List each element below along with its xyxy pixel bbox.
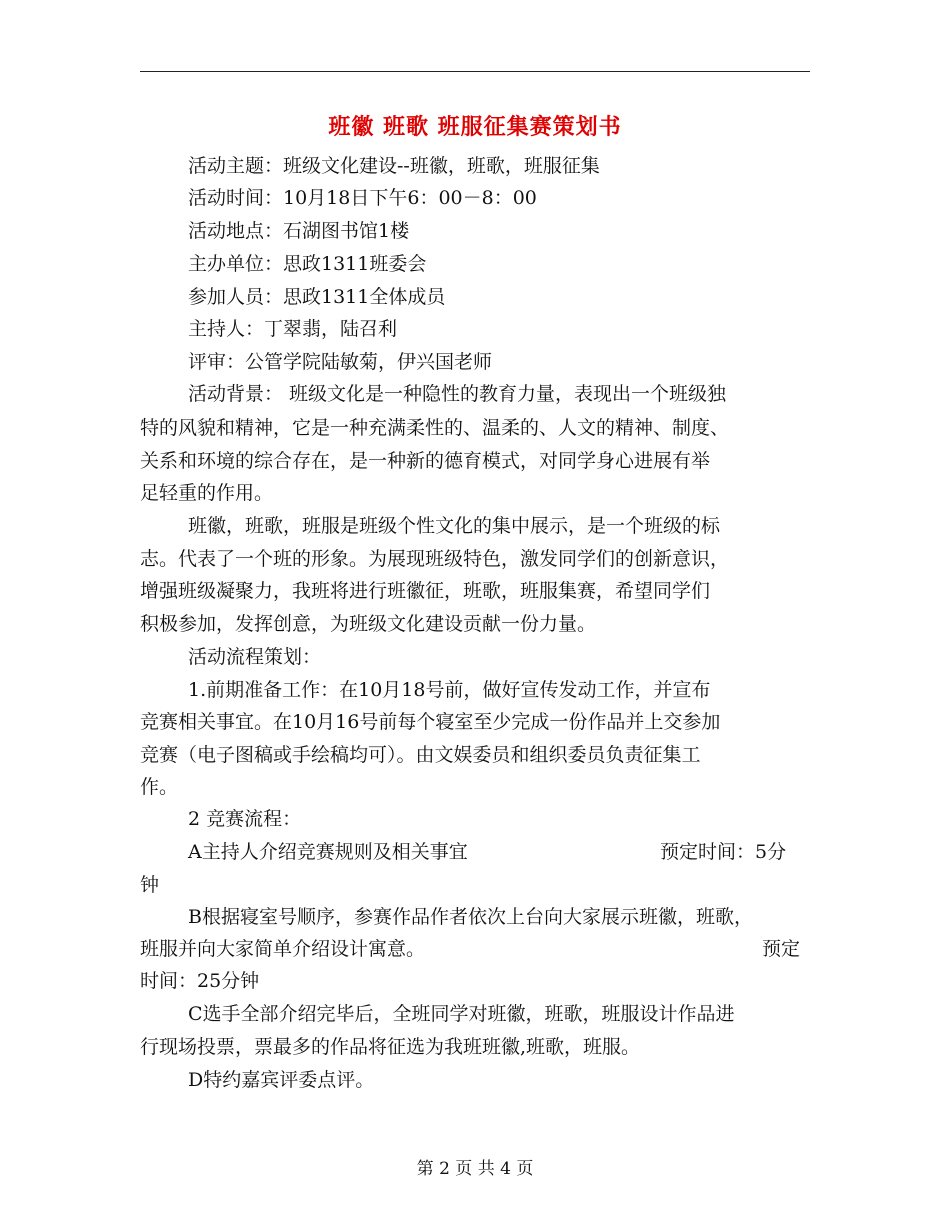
time-estimate: 预定 (762, 938, 801, 960)
document-title: 班徽 班歌 班服征集赛策划书 (328, 115, 622, 140)
text-line: 班徽，班歌，班服是班级个性文化的集中展示，是一个班级的标 (188, 515, 721, 537)
text-line: 行现场投票，票最多的作品将征选为我班班徽,班歌，班服。 (140, 1036, 641, 1058)
text-line: 钟 (140, 874, 160, 896)
text-line: 足轻重的作用。 (140, 482, 274, 504)
text-line: 关系和环境的综合存在，是一种新的德育模式，对同学身心进展有举 (140, 450, 711, 472)
text-line: 时间：25分钟 (140, 970, 260, 992)
text-line: 活动流程策划： (188, 646, 322, 668)
text-line: 竞赛（电子图稿或手绘稿均可）。由文娱委员和组织委员负责征集工 (140, 744, 701, 766)
text-line: 评审：公管学院陆敏菊，伊兴国老师 (188, 351, 493, 373)
text-line: A主持人介绍竞赛规则及相关事宜 (188, 841, 468, 863)
text-line: 特的风貌和精神，它是一种充满柔性的、温柔的、人文的精神、制度、 (140, 417, 730, 439)
text-line: 活动主题：班级文化建设--班徽，班歌，班服征集 (188, 155, 600, 177)
text-line: 作。 (140, 776, 179, 798)
text-line: C选手全部介绍完毕后，全班同学对班徽，班歌，班服设计作品进 (188, 1003, 735, 1025)
text-line: 活动背景： 班级文化是一种隐性的教育力量，表现出一个班级独 (188, 383, 727, 405)
text-line: 活动地点：石湖图书馆1楼 (188, 220, 410, 242)
text-line: 活动时间：10月18日下午6：00－8：00 (188, 187, 537, 209)
text-line: 1.前期准备工作：在10月18号前，做好宣传发动工作，并宣布 (188, 679, 711, 701)
text-line: 参加人员：思政1311全体成员 (188, 286, 446, 308)
text-line: 志。代表了一个班的形象。为展现班级特色，激发同学们的创新意识， (140, 548, 730, 570)
text-line: B根据寝室号顺序，参赛作品作者依次上台向大家展示班徽，班歌， (188, 906, 753, 928)
page-footer: 第 2 页 共 4 页 (416, 1159, 534, 1179)
text-line: 班服并向大家简单介绍设计寓意。 (140, 938, 426, 960)
time-estimate: 预定时间：5分 (660, 841, 787, 863)
text-line: 主持人：丁翠翡，陆召利 (188, 318, 398, 340)
header-rule (140, 71, 810, 72)
text-line: 竞赛相关事宜。在10月16号前每个寝室至少完成一份作品并上交参加 (140, 711, 721, 733)
text-line: 增强班级凝聚力，我班将进行班徽征，班歌，班服集赛，希望同学们 (140, 580, 711, 602)
text-line: 主办单位：思政1311班委会 (188, 253, 427, 275)
text-line: D特约嘉宾评委点评。 (188, 1069, 375, 1091)
text-line: 2 竞赛流程： (188, 808, 302, 830)
text-line: 积极参加，发挥创意，为班级文化建设贡献一份力量。 (140, 613, 597, 635)
